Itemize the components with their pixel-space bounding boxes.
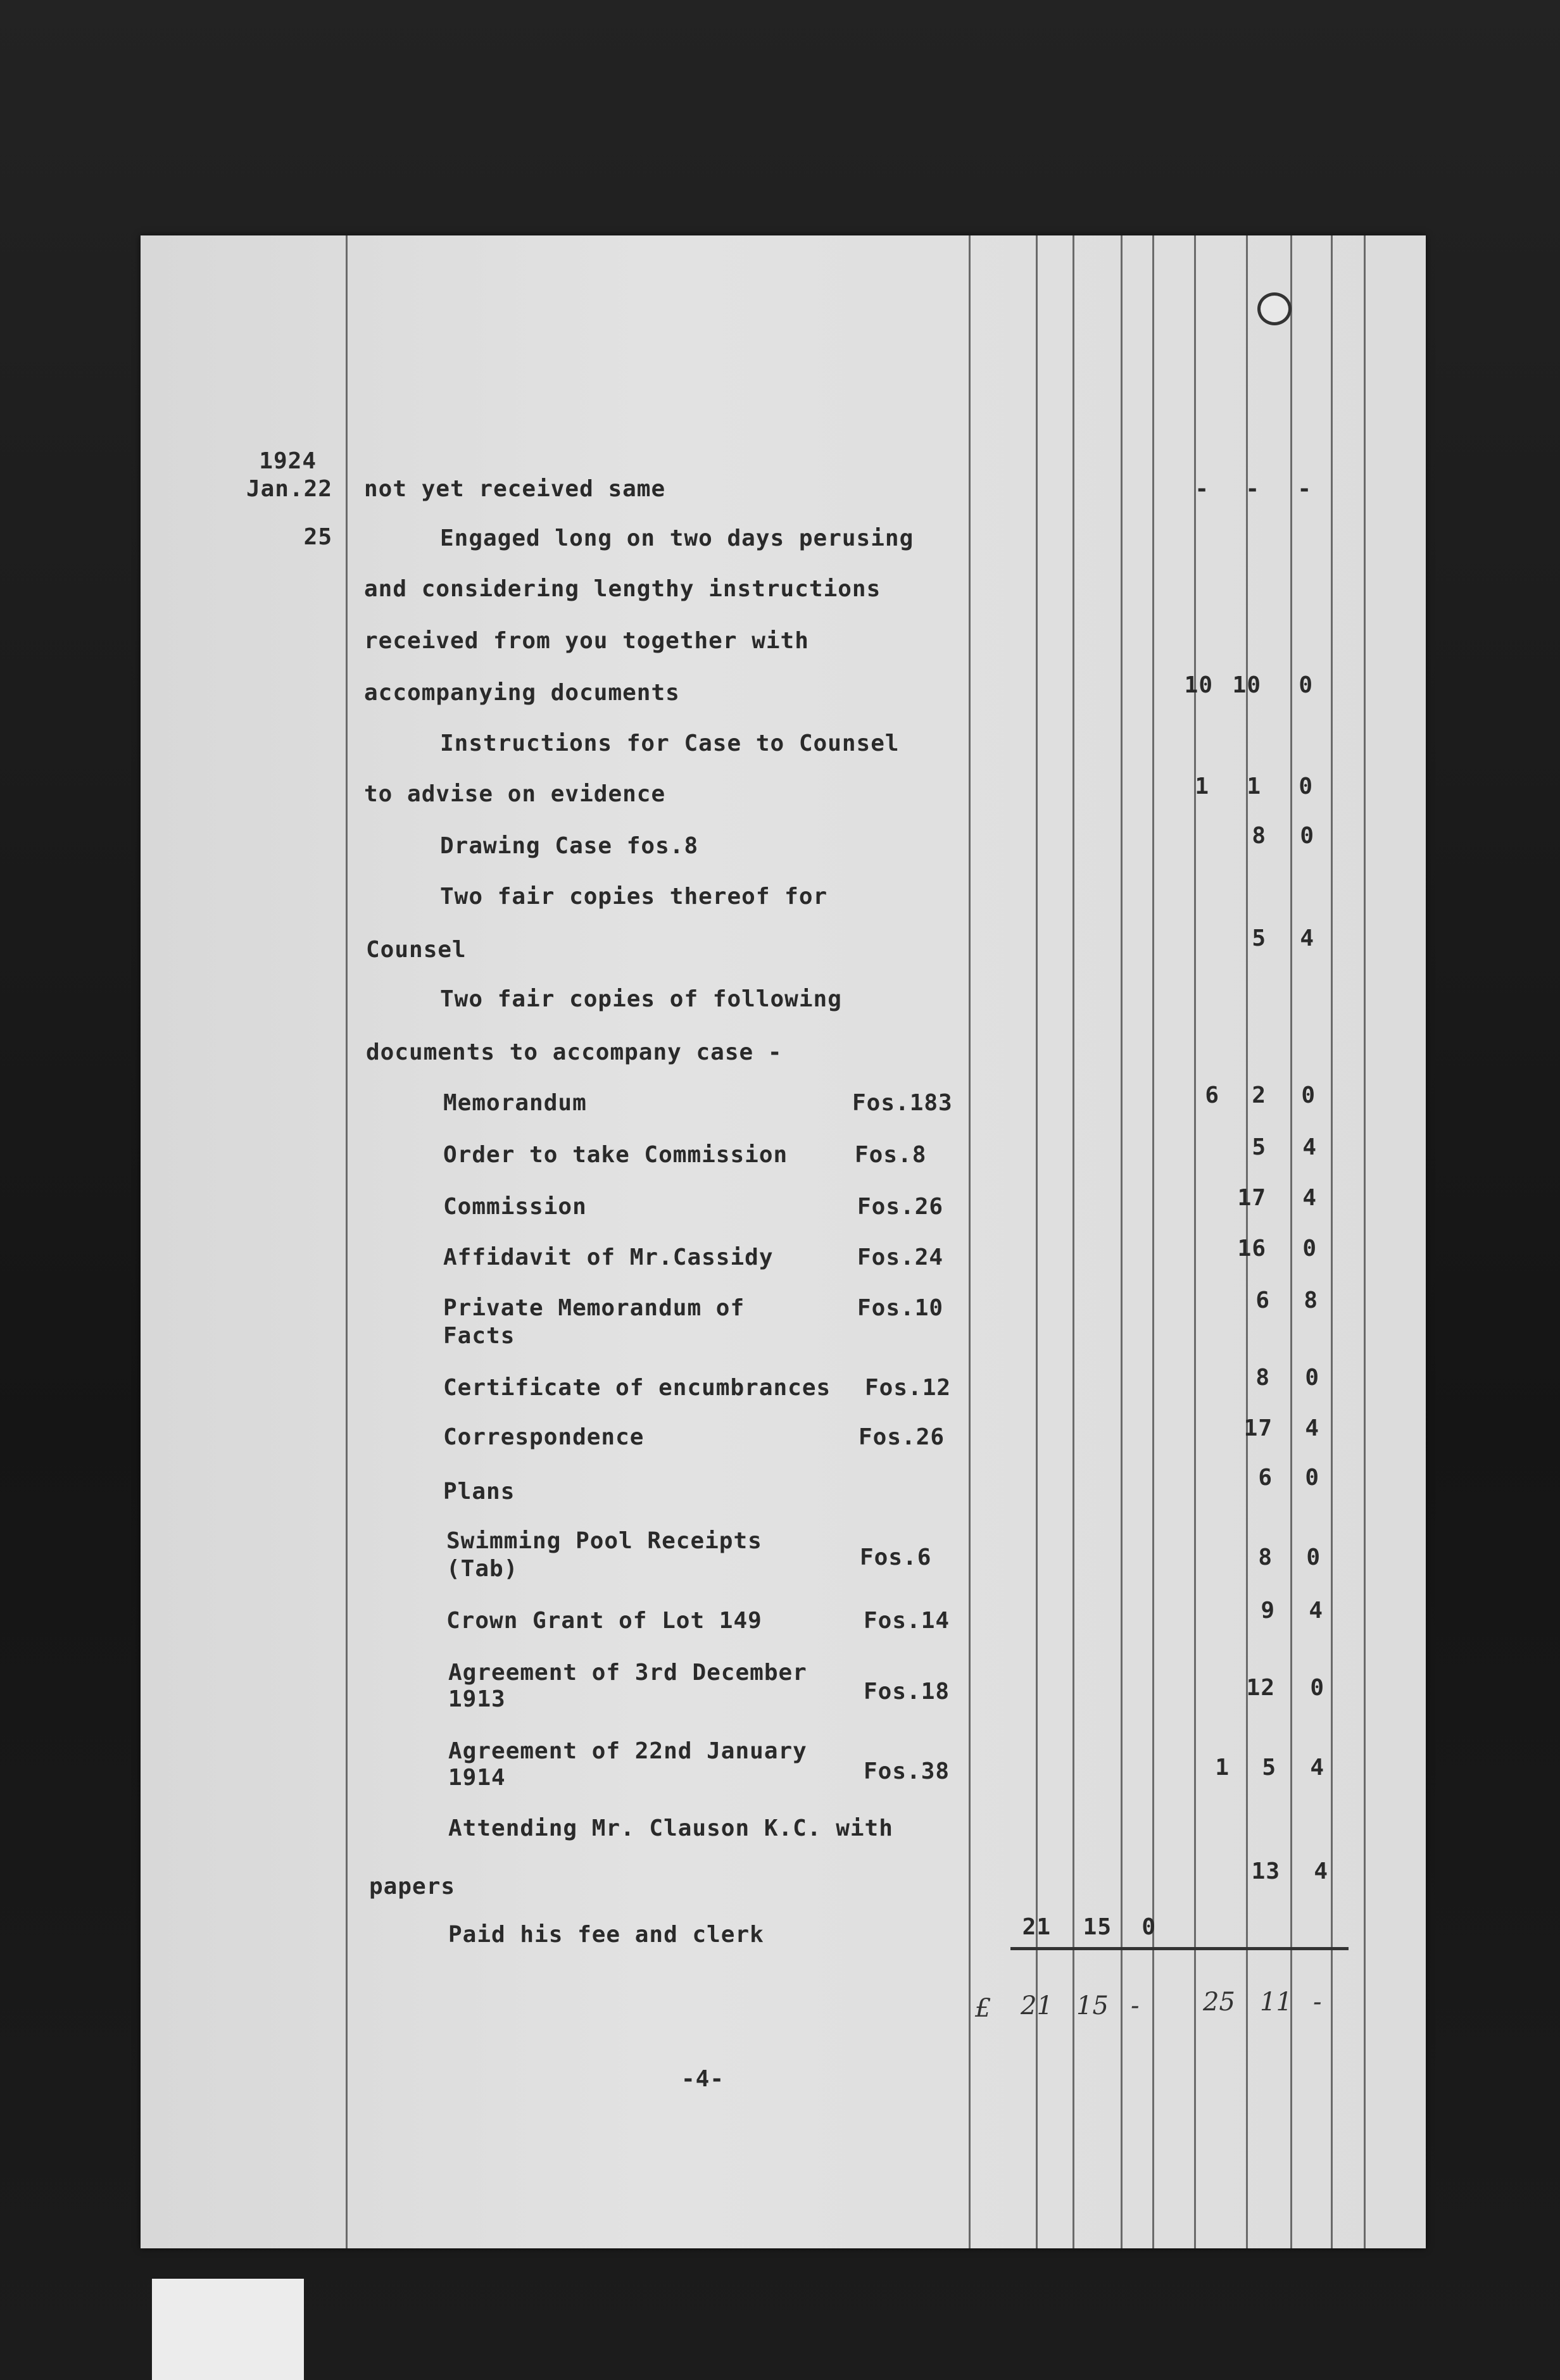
amount-pence: 0: [1306, 1544, 1321, 1570]
amount-shillings: 8: [1252, 823, 1266, 849]
money-column-rule: [1121, 235, 1123, 2248]
amount-shillings: 12: [1246, 1675, 1275, 1701]
folio-ref: Fos.12: [865, 1375, 952, 1401]
entry-text: Two fair copies of following: [440, 986, 842, 1012]
entry-text: papers: [369, 1874, 456, 1900]
currency-symbol: £: [975, 1994, 991, 2023]
amount-pounds: 1: [1215, 1755, 1230, 1781]
amount-shillings: 6: [1255, 1287, 1270, 1313]
amount-pence: 4: [1302, 1134, 1317, 1160]
amount-shillings: 8: [1255, 1365, 1270, 1391]
entry-text: Order to take Commission: [443, 1142, 788, 1168]
folio-ref: Fos.24: [857, 1244, 944, 1270]
amount-shillings: 5: [1252, 925, 1266, 951]
total-disbursement-pence: -: [1131, 1991, 1140, 2020]
amount-pence: 0: [1299, 672, 1313, 698]
folio-ref: Fos.14: [864, 1608, 950, 1634]
page-number: -4-: [681, 2066, 725, 2092]
amount-shillings: -: [1245, 476, 1260, 502]
text-column-rule: [969, 235, 971, 2248]
amount-shillings: 17: [1243, 1415, 1273, 1441]
entry-text: Correspondence: [443, 1424, 645, 1450]
entry-text: Commission: [443, 1194, 587, 1220]
folio-ref: Fos.18: [864, 1679, 950, 1705]
entry-text: Certificate of encumbrances: [443, 1375, 831, 1401]
entry-text: not yet received same: [364, 476, 666, 502]
amount-shillings: 2: [1252, 1082, 1266, 1108]
amount-shillings: 1: [1247, 774, 1261, 799]
entry-text: Crown Grant of Lot 149: [446, 1608, 762, 1634]
entry-text: Instructions for Case to Counsel: [440, 730, 900, 756]
total-pounds: 25: [1203, 1988, 1235, 2017]
folio-ref: Fos.26: [857, 1194, 944, 1220]
amount-shillings: 10: [1232, 672, 1261, 698]
folio-ref: Fos.10: [857, 1295, 944, 1321]
amount-pence: 0: [1299, 774, 1313, 799]
disbursement-pounds: 21: [1022, 1914, 1051, 1940]
amount-shillings: 6: [1258, 1465, 1273, 1491]
disbursement-shillings: 15: [1083, 1914, 1112, 1940]
entry-text: Agreement of 3rd December: [448, 1660, 807, 1686]
total-disbursement-shillings: 15: [1076, 1991, 1109, 2020]
disbursement-pence: 0: [1142, 1914, 1156, 1940]
entry-text: Private Memorandum of: [443, 1295, 745, 1321]
amount-shillings: 17: [1237, 1185, 1266, 1211]
amount-pence: -: [1297, 476, 1312, 502]
amount-shillings: 13: [1251, 1858, 1280, 1884]
entry-text: Attending Mr. Clauson K.C. with: [448, 1815, 893, 1841]
amount-pence: 0: [1310, 1675, 1324, 1701]
amount-pence: 4: [1305, 1415, 1319, 1441]
amount-pence: 0: [1305, 1365, 1319, 1391]
folio-ref: Fos.26: [859, 1424, 945, 1450]
amount-pence: 0: [1305, 1465, 1319, 1491]
entry-text: Paid his fee and clerk: [448, 1922, 764, 1948]
entry-text: Counsel: [366, 937, 467, 963]
entry-text-line2: 1914: [448, 1765, 506, 1791]
entry-text-line2: (Tab): [446, 1556, 519, 1582]
entry-text: Plans: [443, 1479, 515, 1505]
amount-pounds: 1: [1195, 774, 1209, 799]
date-25: 25: [303, 524, 332, 550]
amount-pence: 0: [1301, 1082, 1316, 1108]
entry-text-line2: 1913: [448, 1686, 506, 1712]
entry-text: Drawing Case fos.8: [440, 833, 699, 859]
amount-pence: 4: [1309, 1598, 1323, 1624]
money-column-rule: [1152, 235, 1154, 2248]
total-shillings: 11: [1260, 1988, 1292, 2017]
money-column-rule: [1036, 235, 1038, 2248]
amount-pence: 0: [1302, 1236, 1317, 1262]
amount-shillings: 8: [1258, 1544, 1273, 1570]
year: 1924: [259, 448, 317, 474]
amount-pence: 4: [1310, 1755, 1324, 1781]
money-column-rule: [1331, 235, 1333, 2248]
money-column-rule: [1364, 235, 1366, 2248]
punch-hole: [1257, 292, 1292, 325]
folio-ref: Fos.6: [860, 1544, 932, 1570]
date-column-rule: [346, 235, 348, 2248]
total-disbursement-pounds: 21: [1021, 1991, 1053, 2020]
amount-pence: 0: [1300, 823, 1314, 849]
money-column-rule: [1194, 235, 1196, 2248]
entry-text: to advise on evidence: [364, 781, 666, 807]
total-pence: -: [1313, 1988, 1322, 2017]
amount-pence: 4: [1314, 1858, 1328, 1884]
entry-text: Affidavit of Mr.Cassidy: [443, 1244, 774, 1270]
entry-text: Memorandum: [443, 1090, 587, 1116]
entry-text: Agreement of 22nd January: [448, 1738, 807, 1764]
entry-text: Two fair copies thereof for: [440, 884, 828, 910]
amount-shillings: 9: [1261, 1598, 1275, 1624]
date-jan-22: Jan.22: [246, 476, 332, 502]
entry-text: and considering lengthy instructions: [364, 576, 881, 602]
amount-pence: 4: [1300, 925, 1314, 951]
total-rule: [1010, 1947, 1349, 1950]
folio-ref: Fos.38: [864, 1758, 950, 1784]
amount-shillings: 5: [1262, 1755, 1276, 1781]
amount-pounds: 10: [1184, 672, 1213, 698]
entry-text: documents to accompany case -: [366, 1039, 783, 1065]
entry-text: received from you together with: [364, 628, 809, 654]
amount-pence: 4: [1302, 1185, 1317, 1211]
folio-ref: Fos.8: [855, 1142, 927, 1168]
amount-pounds: -: [1195, 476, 1209, 502]
entry-text: Engaged long on two days perusing: [440, 525, 914, 551]
amount-pence: 8: [1304, 1287, 1318, 1313]
amount-shillings: 16: [1237, 1236, 1266, 1262]
entry-text: Swimming Pool Receipts: [446, 1528, 762, 1554]
amount-shillings: 5: [1252, 1134, 1266, 1160]
entry-text-line2: Facts: [443, 1323, 515, 1349]
amount-pounds: 6: [1205, 1082, 1219, 1108]
scan-label-card: [152, 2279, 304, 2380]
money-column-rule: [1072, 235, 1074, 2248]
folio-ref: Fos.183: [852, 1090, 953, 1116]
entry-text: accompanying documents: [364, 680, 680, 706]
